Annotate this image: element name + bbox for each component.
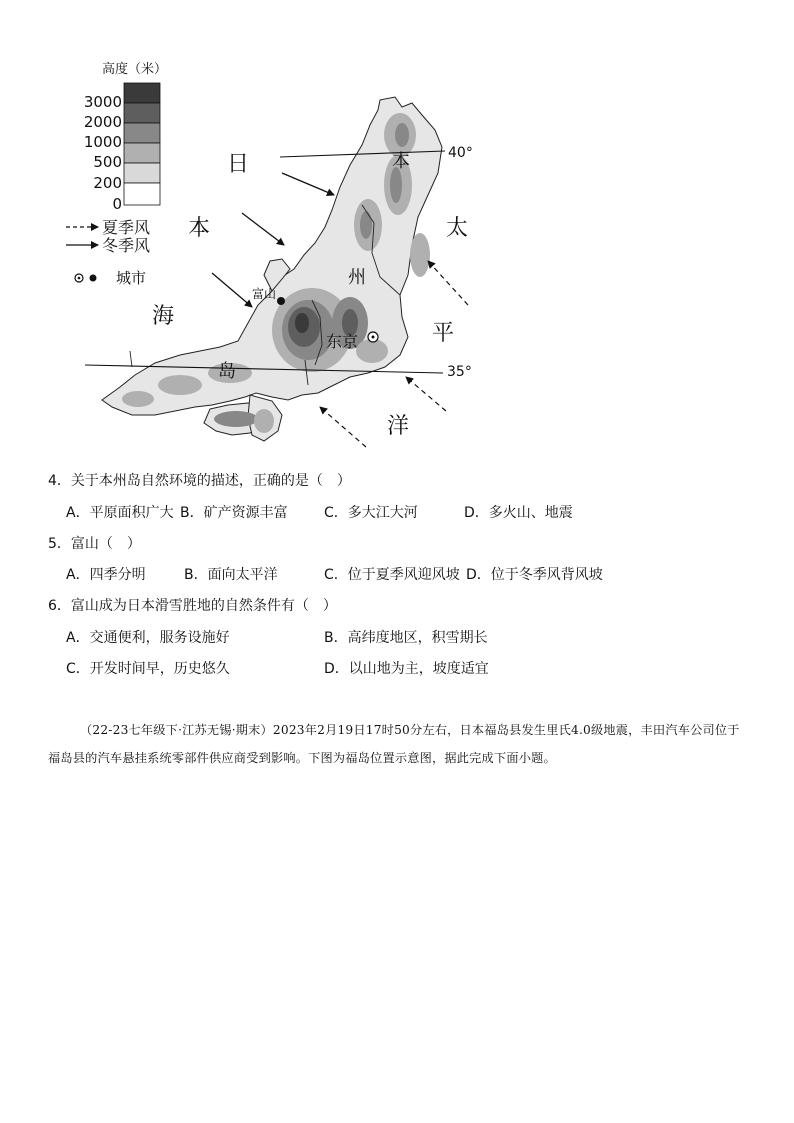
sea-label-hai: 海 — [152, 304, 175, 329]
question-5-option-c[interactable]: C．位于夏季风迎风坡 — [324, 567, 460, 583]
winter-wind-arrow-3 — [212, 273, 252, 307]
summer-wind-arrow-1 — [428, 261, 468, 305]
question-4-option-d[interactable]: D．多火山、地震 — [464, 505, 573, 521]
city-legend-label: 城市 — [116, 269, 147, 287]
question-6-option-a[interactable]: A．交通便利，服务设施好 — [66, 630, 230, 646]
island-label-dao: 岛 — [218, 361, 236, 382]
terrain-tohoku-ridge-core — [390, 167, 402, 203]
terrain-alps-peak — [295, 313, 309, 333]
terrain-chugoku-3 — [122, 391, 154, 407]
winter-wind-legend-label: 冬季风 — [102, 236, 151, 255]
island-label-zhou: 州 — [348, 267, 366, 288]
winter-wind-arrow-1 — [282, 173, 334, 195]
question-5-option-d[interactable]: D．位于冬季风背风坡 — [466, 567, 603, 583]
legend-swatch-200 — [124, 163, 160, 183]
summer-wind-legend-label: 夏季风 — [102, 218, 151, 237]
legend-level-2000: 2000 — [83, 113, 122, 131]
terrain-tohoku-high — [395, 123, 409, 147]
legend-level-500: 500 — [93, 153, 122, 171]
legend-title: 高度（米） — [102, 62, 168, 77]
legend-swatch-500 — [124, 143, 160, 163]
question-4-option-c[interactable]: C．多大江大河 — [324, 505, 418, 521]
latitude-40-label: 40° — [448, 145, 473, 161]
question-4-option-a[interactable]: A．平原面积广大 — [66, 505, 174, 521]
toyama-city-label: 富山 — [252, 287, 277, 301]
legend-swatch-1000 — [124, 123, 160, 143]
internal-boundary-4 — [130, 351, 132, 367]
terrain-kii — [254, 409, 274, 433]
question-6-stem: 6．富山成为日本滑雪胜地的自然条件有（ ） — [48, 598, 337, 614]
question-4-stem: 4．关于本州岛自然环境的描述，正确的是（ ） — [48, 473, 351, 489]
city-dot-icon — [90, 275, 97, 282]
question-4-option-b[interactable]: B．矿产资源丰富 — [180, 505, 288, 521]
sea-label-ri: 日 — [227, 152, 250, 177]
latitude-35-label: 35° — [447, 364, 472, 380]
toyama-city-dot-icon — [277, 297, 285, 305]
ocean-label-ping: 平 — [432, 321, 455, 346]
capital-dot-icon — [78, 277, 81, 280]
legend-level-1000: 1000 — [83, 133, 122, 151]
terrain-kanto-hills — [356, 339, 388, 363]
question-5-option-b[interactable]: B．面向太平洋 — [184, 567, 278, 583]
reading-passage: （22-23七年级下·江苏无锡·期末）2023年2月19日17时50分左右，日本福岛县发生里氏4.0级地震，丰田汽车公司位于福岛县的汽车悬挂系统零部件供应商受到影响。下图为福岛位置示意图，据此完成下面小题。 — [48, 723, 740, 765]
summer-wind-arrow-3 — [320, 407, 366, 447]
legend-swatch-2000 — [124, 103, 160, 123]
summer-wind-arrow-2 — [406, 377, 446, 411]
question-5-stem: 5．富山（ ） — [48, 536, 141, 552]
ocean-label-yang: 洋 — [387, 414, 410, 439]
legend-swatch-0 — [124, 183, 160, 205]
terrain-west-ridge-core — [360, 211, 372, 239]
terrain-east-ridge — [410, 233, 430, 277]
tokyo-city-label: 东京 — [326, 332, 359, 351]
legend-level-0: 0 — [112, 195, 122, 213]
legend-level-3000: 3000 — [83, 93, 122, 111]
ocean-label-tai: 太 — [446, 216, 469, 241]
question-6-options — [66, 628, 766, 678]
question-6-option-c[interactable]: C．开发时间早，历史悠久 — [66, 661, 230, 677]
sea-label-ben: 本 — [188, 216, 211, 241]
island-label-ben: 本 — [392, 151, 410, 172]
question-5-option-a[interactable]: A．四季分明 — [66, 567, 146, 583]
legend-swatch-3000 — [124, 83, 160, 103]
question-6-option-b[interactable]: B．高纬度地区，积雪期长 — [324, 630, 488, 646]
japan-terrain-map — [50, 55, 490, 450]
legend-level-200: 200 — [93, 174, 122, 192]
terrain-chugoku-2 — [158, 375, 202, 395]
winter-wind-arrow-2 — [242, 213, 284, 245]
elevation-legend — [84, 83, 160, 213]
tokyo-capital-dot-icon — [372, 336, 375, 339]
question-6-option-d[interactable]: D．以山地为主，坡度适宜 — [324, 661, 489, 677]
terrain-shikoku — [214, 411, 258, 427]
